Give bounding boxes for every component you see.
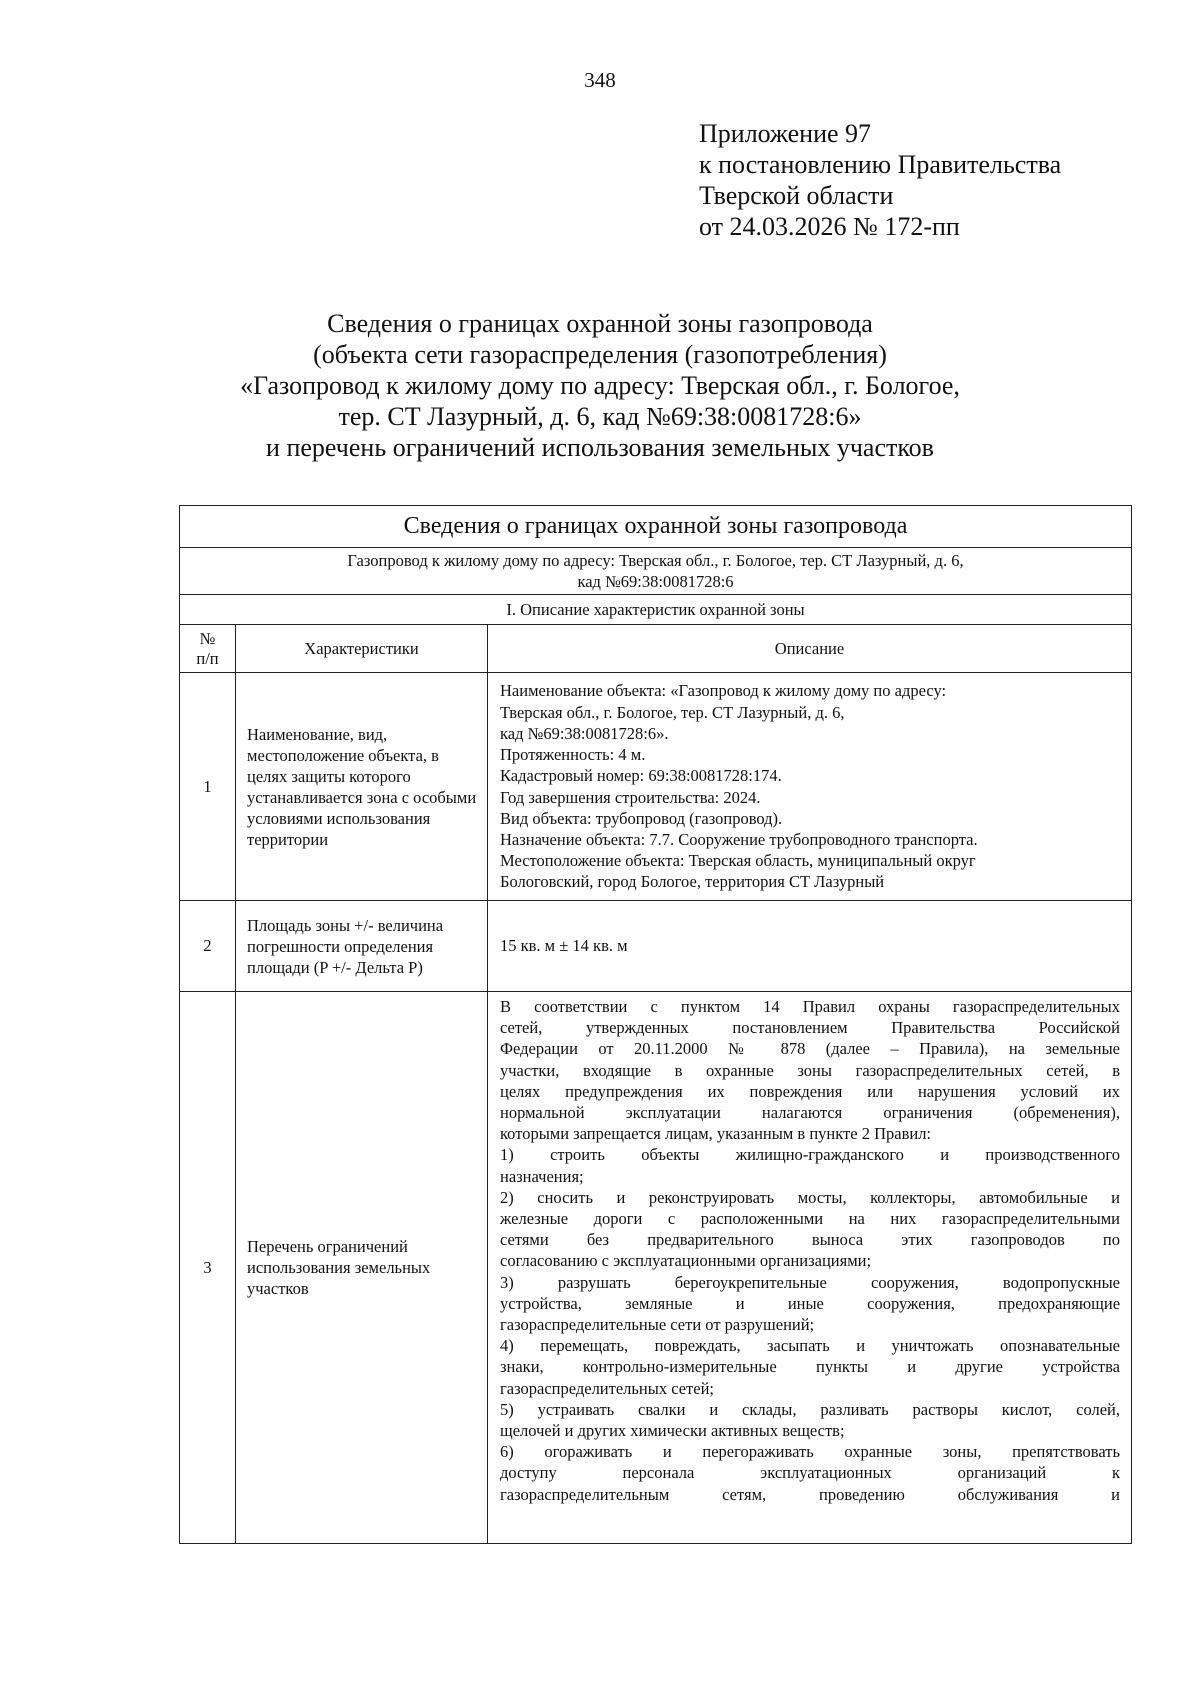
desc-line: знаки, контрольно-измерительные пункты и другие устройства — [500, 1357, 1121, 1377]
object-line: Газопровод к жилому дому по адресу: Тверская обл., г. Бологое, тер. СТ Лазурный, д. 6, — [347, 551, 964, 570]
section-title: I. Описание характеристик охранной зоны — [180, 595, 1132, 625]
col-char-header: Характеристики — [236, 625, 488, 673]
desc-line: Тверская обл., г. Бологое, тер. СТ Лазурный, д. 6, — [500, 702, 845, 722]
row-description — [488, 992, 1132, 1544]
desc-line: Протяженность: 4 м. — [500, 745, 646, 765]
table-row — [180, 901, 1132, 992]
desc-line: газораспределительных сетей; — [500, 1378, 715, 1398]
col-num-line: п/п — [196, 648, 219, 668]
desc-line: устройства, земляные и иные сооружения, предохраняющие — [500, 1293, 1121, 1313]
table-row — [180, 673, 1132, 901]
title-line: (объекта сети газораспределения (газопотребления) — [313, 340, 887, 369]
desc-line: 1) строить объекты жилищно-гражданского и производственного — [500, 1145, 1121, 1165]
desc-line: Назначение объекта: 7.7. Сооружение трубопроводного транспорта. — [500, 829, 978, 849]
column-header-row — [180, 625, 1132, 673]
desc-line: железные дороги с расположенными на них газораспределительными — [500, 1209, 1121, 1229]
desc-line: Федерации от 20.11.2000 № 878 (далее – Правила), на земельные — [500, 1039, 1121, 1059]
row-number: 1 — [180, 673, 236, 901]
desc-line: 4) перемещать, повреждать, засыпать и уничтожать опознавательные — [500, 1336, 1121, 1356]
desc-line: сетями без предварительного выноса этих газопроводов по — [500, 1230, 1121, 1250]
appendix-line: от 24.03.2026 № 172-пп — [699, 212, 960, 241]
desc-line: газораспределительным сетям, проведению обслуживания и — [500, 1484, 1121, 1504]
desc-line: назначения; — [500, 1166, 584, 1186]
desc-line: 6) огораживать и перегораживать охранные зоны, препятствовать — [500, 1442, 1121, 1462]
desc-line: 3) разрушать берегоукрепительные сооружения, водопропускные — [500, 1272, 1121, 1292]
col-num-header — [180, 625, 236, 673]
row-characteristic: Площадь зоны +/- величина погрешности определения площади (P +/- Дельта P) — [236, 901, 488, 992]
desc-line: целях предупреждения их повреждения или нарушения условий их — [500, 1081, 1121, 1101]
appendix-line: к постановлению Правительства — [699, 150, 1062, 179]
desc-line: участки, входящие в охранные зоны газораспределительных сетей, в — [500, 1060, 1121, 1080]
col-desc-header: Описание — [488, 625, 1132, 673]
desc-line: Год завершения строительства: 2024. — [500, 787, 761, 807]
col-num-line: № — [199, 628, 216, 648]
row-characteristic: Перечень ограничений использования земельных участков — [236, 992, 488, 1544]
desc-line: В соответствии с пунктом 14 Правил охраны газораспределительных — [500, 997, 1121, 1016]
table-object-name — [180, 548, 1132, 595]
desc-line: доступу персонала эксплуатационных организаций к — [500, 1463, 1121, 1483]
desc-line: сетей, утвержденных постановлением Правительства Российской — [500, 1018, 1121, 1038]
desc-line: Наименование объекта: «Газопровод к жилому дому по адресу: — [500, 681, 947, 701]
title-line: «Газопровод к жилому дому по адресу: Тверская обл., г. Бологое, — [240, 371, 960, 400]
title-line: и перечень ограничений использования земельных участков — [266, 433, 934, 462]
desc-line: Кадастровый номер: 69:38:0081728:174. — [500, 766, 782, 786]
desc-line: которыми запрещается лицам, указанным в пункте 2 Правил: — [500, 1124, 932, 1144]
title-line: тер. СТ Лазурный, д. 6, кад №69:38:0081728:6» — [338, 402, 862, 431]
table-header: Сведения о границах охранной зоны газопровода — [180, 506, 1132, 548]
desc-line: щелочей и других химически активных веществ; — [500, 1421, 845, 1441]
object-line: кад №69:38:0081728:6 — [577, 572, 734, 591]
desc-line: Бологовский, город Бологое, территория СТ Лазурный — [500, 872, 885, 892]
appendix-line: Приложение 97 — [699, 119, 872, 148]
desc-line: 5) устраивать свалки и склады, разливать растворы кислот, солей, — [500, 1399, 1121, 1419]
row-characteristic: Наименование, вид, местоположение объекта, в целях защиты которого устанавливается зона с особыми условиями использования территории — [236, 673, 488, 901]
zone-info-table — [179, 505, 1132, 1544]
page-number: 348 — [584, 68, 616, 92]
document-title — [150, 308, 1050, 463]
desc-line: газораспределительные сети от разрушений; — [500, 1315, 815, 1335]
appendix-block — [699, 118, 1061, 242]
table-row — [180, 992, 1132, 1544]
row-description — [488, 673, 1132, 901]
desc-line: кад №69:38:0081728:6». — [500, 723, 669, 743]
desc-line: нормальной эксплуатации налагаются ограничения (обременения), — [500, 1103, 1121, 1123]
desc-line: Местоположение объекта: Тверская область, муниципальный округ — [500, 851, 976, 871]
row-number: 2 — [180, 901, 236, 992]
desc-line: Вид объекта: трубопровод (газопровод). — [500, 808, 783, 828]
desc-line: согласованию с эксплуатационными организациями; — [500, 1251, 872, 1271]
row-number: 3 — [180, 992, 236, 1544]
desc-line: 2) сносить и реконструировать мосты, коллекторы, автомобильные и — [500, 1187, 1121, 1207]
row-description: 15 кв. м ± 14 кв. м — [488, 901, 1132, 992]
title-line: Сведения о границах охранной зоны газопровода — [327, 309, 873, 338]
appendix-line: Тверской области — [699, 181, 894, 210]
